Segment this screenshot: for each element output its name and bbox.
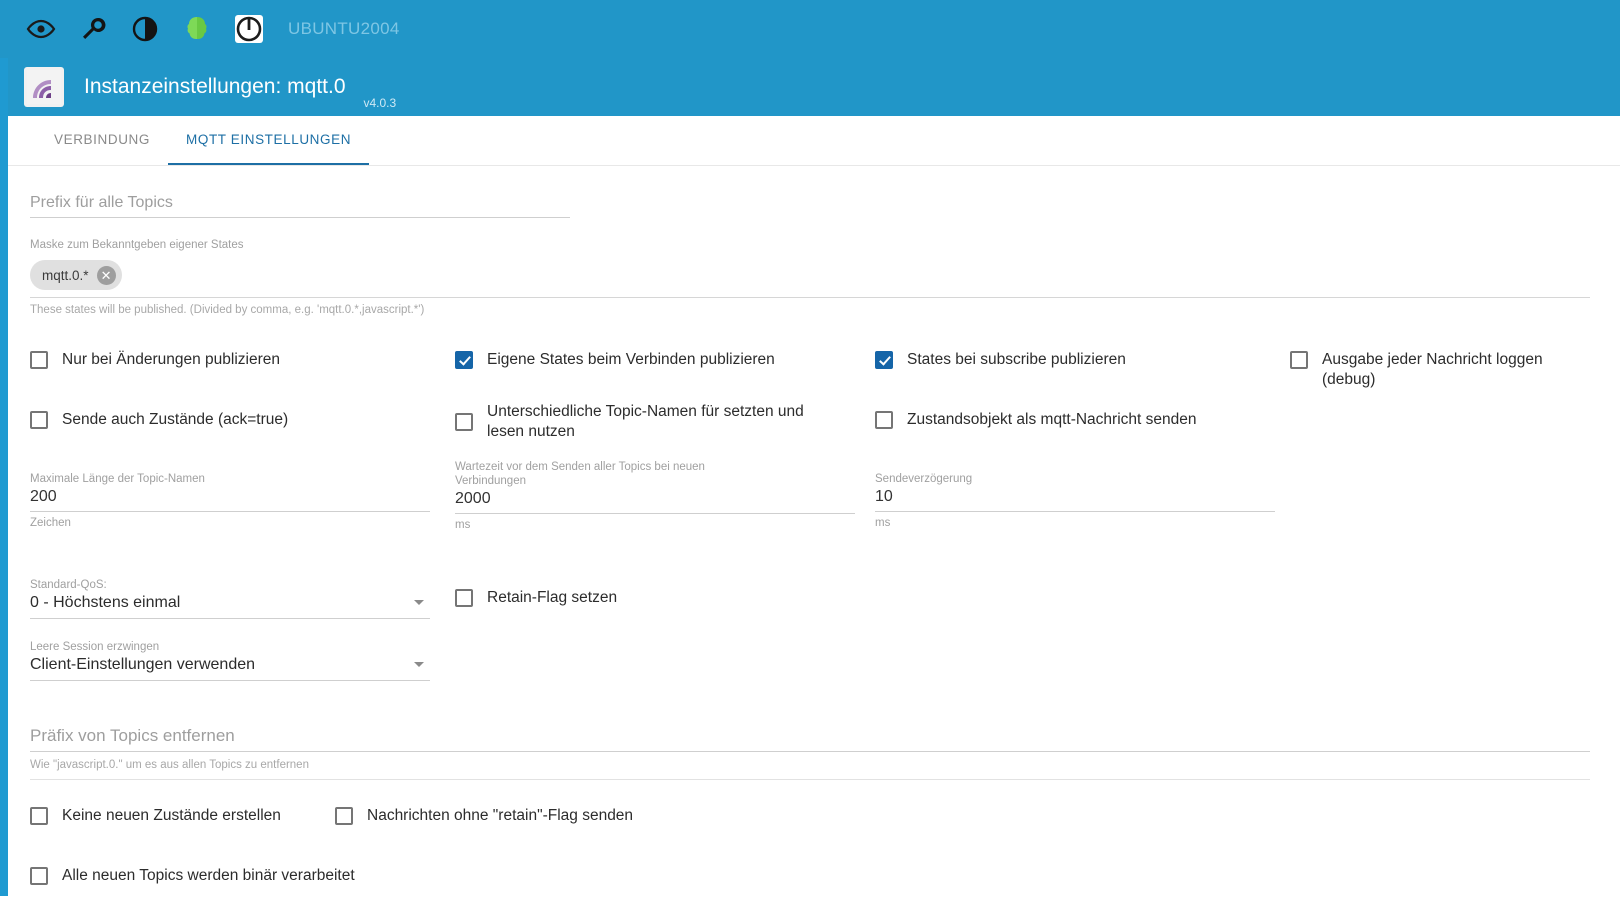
default-qos-value: 0 - Höchstens einmal: [30, 594, 181, 611]
checkbox-box[interactable]: [30, 807, 48, 825]
mask-chip[interactable]: [30, 260, 122, 290]
bottom-checkbox-group: [30, 806, 1598, 916]
field-unit: ms: [875, 517, 891, 529]
selects-row: [30, 578, 1598, 708]
tab-verbindung[interactable]: VERBINDUNG: [54, 132, 151, 147]
field-label: Wartezeit vor dem Senden aller Topics bei neuen Verbindungen: [455, 461, 705, 487]
prefix-input[interactable]: [30, 192, 570, 218]
remove-prefix-field: [30, 724, 1598, 780]
checkbox-box[interactable]: [30, 351, 48, 369]
checkbox-box[interactable]: [455, 351, 473, 369]
adapter-window: [0, 58, 1620, 896]
checkbox-no-new-states[interactable]: [30, 806, 281, 826]
checkbox-box[interactable]: [30, 867, 48, 885]
checkbox-label: Unterschiedliche Topic-Namen für setzten und lesen nutzen: [487, 403, 804, 440]
remove-prefix-hint: Wie "javascript.0." um es aus allen Topics zu entfernen: [30, 759, 309, 771]
checkbox-label: Keine neuen Zustände erstellen: [62, 807, 281, 824]
clean-session-value: Client-Einstellungen verwenden: [30, 656, 256, 673]
wait-before-send-input[interactable]: [455, 488, 855, 514]
adapter-header: [8, 58, 1620, 116]
mask-chip-label: mqtt.0.*: [42, 267, 89, 283]
checkbox-box[interactable]: [30, 411, 48, 429]
checkbox-box[interactable]: [455, 589, 473, 607]
mask-hint: These states will be published. (Divided by comma, e.g. 'mqtt.0.*,javascript.*'): [30, 304, 425, 316]
checkbox-label: Ausgabe jeder Nachricht loggen (debug): [1322, 351, 1543, 388]
tab-bar: [8, 116, 1620, 166]
field-default-qos: [30, 578, 430, 619]
checkbox-box[interactable]: [875, 351, 893, 369]
settings-content: [8, 166, 1620, 916]
page-title: Instanzeinstellungen: mqtt.0: [84, 75, 346, 98]
field-wait-before-send: [455, 460, 855, 531]
checkbox-label: Eigene States beim Verbinden publizieren: [487, 351, 775, 368]
checkbox-publish-states-on-subscribe[interactable]: [875, 350, 1126, 370]
prefix-field-row: [30, 192, 1598, 218]
field-label: Sendeverzögerung: [875, 473, 973, 485]
field-clean-session: [30, 640, 430, 681]
checkbox-box[interactable]: [455, 413, 473, 431]
vertical-scrollbar[interactable]: [1614, 58, 1620, 896]
checkbox-box[interactable]: [1290, 351, 1308, 369]
field-unit: Zeichen: [30, 517, 71, 529]
checkbox-label: Sende auch Zustände (ack=true): [62, 411, 289, 428]
checkbox-grid: [30, 350, 1598, 468]
clean-session-select[interactable]: [30, 654, 430, 681]
wrench-icon[interactable]: [70, 9, 116, 49]
field-label: Leere Session erzwingen: [30, 641, 160, 653]
checkbox-label: Nachrichten ohne "retain"-Flag senden: [367, 807, 634, 824]
eye-icon[interactable]: [18, 9, 64, 49]
numeric-fields-row: [30, 461, 1598, 564]
field-max-topic-length: [30, 472, 430, 529]
system-host-label: UBUNTU2004: [288, 19, 400, 38]
field-unit: ms: [455, 519, 471, 531]
close-icon[interactable]: ✕: [97, 266, 116, 285]
remove-prefix-input[interactable]: [30, 724, 1590, 752]
brain-icon[interactable]: [174, 9, 220, 49]
checkbox-label: Zustandsobjekt als mqtt-Nachricht senden: [907, 411, 1197, 428]
chevron-down-icon: [414, 600, 424, 605]
checkbox-send-without-retain[interactable]: [335, 806, 633, 826]
field-send-interval: [875, 472, 1275, 529]
chevron-down-icon: [414, 662, 424, 667]
checkbox-set-retain-flag[interactable]: [455, 588, 617, 608]
power-icon[interactable]: [226, 9, 272, 49]
checkbox-send-state-object[interactable]: [875, 410, 1196, 430]
checkbox-different-topic-names[interactable]: [455, 402, 832, 442]
mask-underline: [30, 297, 1590, 298]
adapter-version: v4.0.3: [363, 96, 397, 110]
checkbox-label: Alle neuen Topics werden binär verarbeitet: [62, 867, 355, 884]
divider: [30, 779, 1590, 780]
system-topbar: [0, 0, 1620, 58]
checkbox-box[interactable]: [335, 807, 353, 825]
checkbox-label: Retain-Flag setzen: [487, 589, 618, 606]
checkbox-publish-only-on-change[interactable]: [30, 350, 280, 370]
field-label: Standard-QoS:: [30, 579, 107, 591]
default-qos-select[interactable]: [30, 592, 430, 619]
mqtt-logo-icon: [24, 67, 64, 107]
mask-field: [30, 238, 1598, 316]
send-interval-input[interactable]: [875, 486, 1275, 512]
checkbox-publish-own-states-on-connect[interactable]: [455, 350, 775, 370]
checkbox-send-states-ack[interactable]: [30, 410, 288, 430]
checkbox-box[interactable]: [875, 411, 893, 429]
mask-label: Maske zum Bekanntgeben eigener States: [30, 239, 244, 251]
max-topic-length-input[interactable]: [30, 486, 430, 512]
field-label: Maximale Länge der Topic-Namen: [30, 473, 205, 485]
contrast-icon[interactable]: [122, 9, 168, 49]
tab-mqtt-einstellungen[interactable]: MQTT EINSTELLUNGEN: [168, 116, 369, 165]
checkbox-log-every-message[interactable]: [1290, 350, 1598, 390]
checkbox-binary-topics[interactable]: [30, 866, 355, 886]
checkbox-label: Nur bei Änderungen publizieren: [62, 351, 281, 368]
checkbox-label: States bei subscribe publizieren: [907, 351, 1126, 368]
